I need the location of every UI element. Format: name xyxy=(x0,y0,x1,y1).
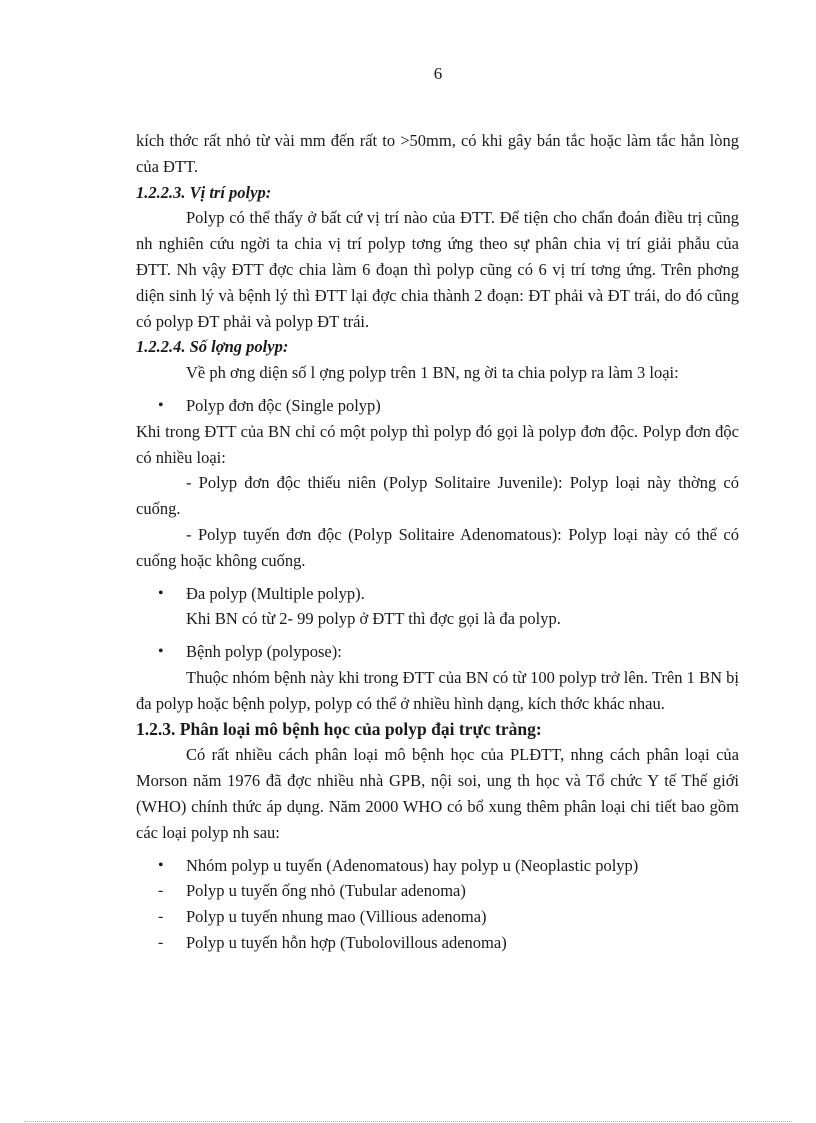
bullet-item xyxy=(136,393,739,419)
paragraph: Polyp có thể thấy ở bất cứ vị trí nào của ĐTT. Để tiện cho chẩn đoán điều trị cũng nh nghiên cứu ngời ta chia vị trí polyp tơng ứng theo sự phân chia vị trí giải phẫu của ĐTT. Nh vậy ĐTT đợc chia làm 6 đoạn thì polyp cũng có 6 vị trí tơng ứng. Trên phơng diện sinh lý và bệnh lý thì ĐTT lại đợc chia thành 2 đoạn: ĐT phải và ĐT trái, do đó cũng có polyp ĐT phải và polyp ĐT trái. xyxy=(136,208,739,331)
paragraph: Thuộc nhóm bệnh này khi trong ĐTT của BN có từ 100 polyp trở lên. Trên 1 BN bị đa polyp hoặc bệnh polyp, polyp có thể ở nhiều hình dạng, kích thớc khác nhau. xyxy=(136,667,739,713)
section-heading: 1.2.2.3. Vị trí polyp: xyxy=(136,182,272,202)
page-number: 6 xyxy=(433,64,443,83)
bullet-text: Polyp đơn độc (Single polyp) xyxy=(186,395,381,415)
dash-item xyxy=(136,930,739,956)
bullet-item xyxy=(136,581,739,607)
bullet-item xyxy=(136,853,739,879)
dash-item xyxy=(136,878,739,904)
bullet-marker: • xyxy=(158,643,164,661)
paragraph: Có rất nhiều cách phân loại mô bệnh học của PLĐTT, nhng cách phân loại của Morson năm 1976 đã đợc nhiều nhà GPB, nội soi, ung th học và Tổ chức Y tế Thế giới (WHO) chính thức áp dụng. Năm 2000 WHO có bổ xung thêm phân loại chi tiết bao gồm các loại polyp nh sau: xyxy=(136,745,739,842)
dash-marker: - xyxy=(158,933,164,951)
bullet-item xyxy=(136,639,739,665)
dash-text: Polyp u tuyến ống nhỏ (Tubular adenoma) xyxy=(186,881,466,901)
dash-marker: - xyxy=(158,908,164,926)
bullet-text: Nhóm polyp u tuyến (Adenomatous) hay polyp u (Neoplastic polyp) xyxy=(186,855,639,875)
section-heading: 1.2.2.4. Số lợng polyp: xyxy=(136,337,289,357)
dash-item xyxy=(136,904,739,930)
bullet-marker: • xyxy=(158,856,164,874)
paragraph: - Polyp đơn độc thiếu niên (Polyp Solitaire Juvenile): Polyp loại này thờng có cuống. xyxy=(136,473,739,519)
document-body xyxy=(136,128,739,956)
bullet-marker: • xyxy=(158,396,164,414)
page-bottom-divider xyxy=(24,1121,792,1122)
paragraph: Khi trong ĐTT của BN chỉ có một polyp thì polyp đó gọi là polyp đơn độc. Polyp đơn độc có nhiều loại: xyxy=(136,421,739,467)
paragraph: Về ph ơng diện số l ợng polyp trên 1 BN, ng ời ta chia polyp ra làm 3 loại: xyxy=(186,363,679,383)
paragraph: Khi BN có từ 2- 99 polyp ở ĐTT thì đợc gọi là đa polyp. xyxy=(186,609,561,629)
dash-marker: - xyxy=(158,882,164,900)
paragraph: - Polyp tuyến đơn độc (Polyp Solitaire Adenomatous): Polyp loại này có thể có cuống hoặc không cuống. xyxy=(136,524,739,570)
bullet-text: Đa polyp (Multiple polyp). xyxy=(186,583,365,603)
section-heading: 1.2.3. Phân loại mô bệnh học của polyp đại trực tràng: xyxy=(136,718,542,739)
dash-text: Polyp u tuyến nhung mao (Villious adenoma) xyxy=(186,907,487,927)
dash-text: Polyp u tuyến hỗn hợp (Tubolovillous adenoma) xyxy=(186,932,507,952)
bullet-text: Bệnh polyp (polypose): xyxy=(186,642,342,662)
bullet-marker: • xyxy=(158,584,164,602)
paragraph: kích thớc rất nhỏ từ vài mm đến rất to >50mm, có khi gây bán tắc hoặc làm tắc hẳn lòng của ĐTT. xyxy=(136,131,739,176)
